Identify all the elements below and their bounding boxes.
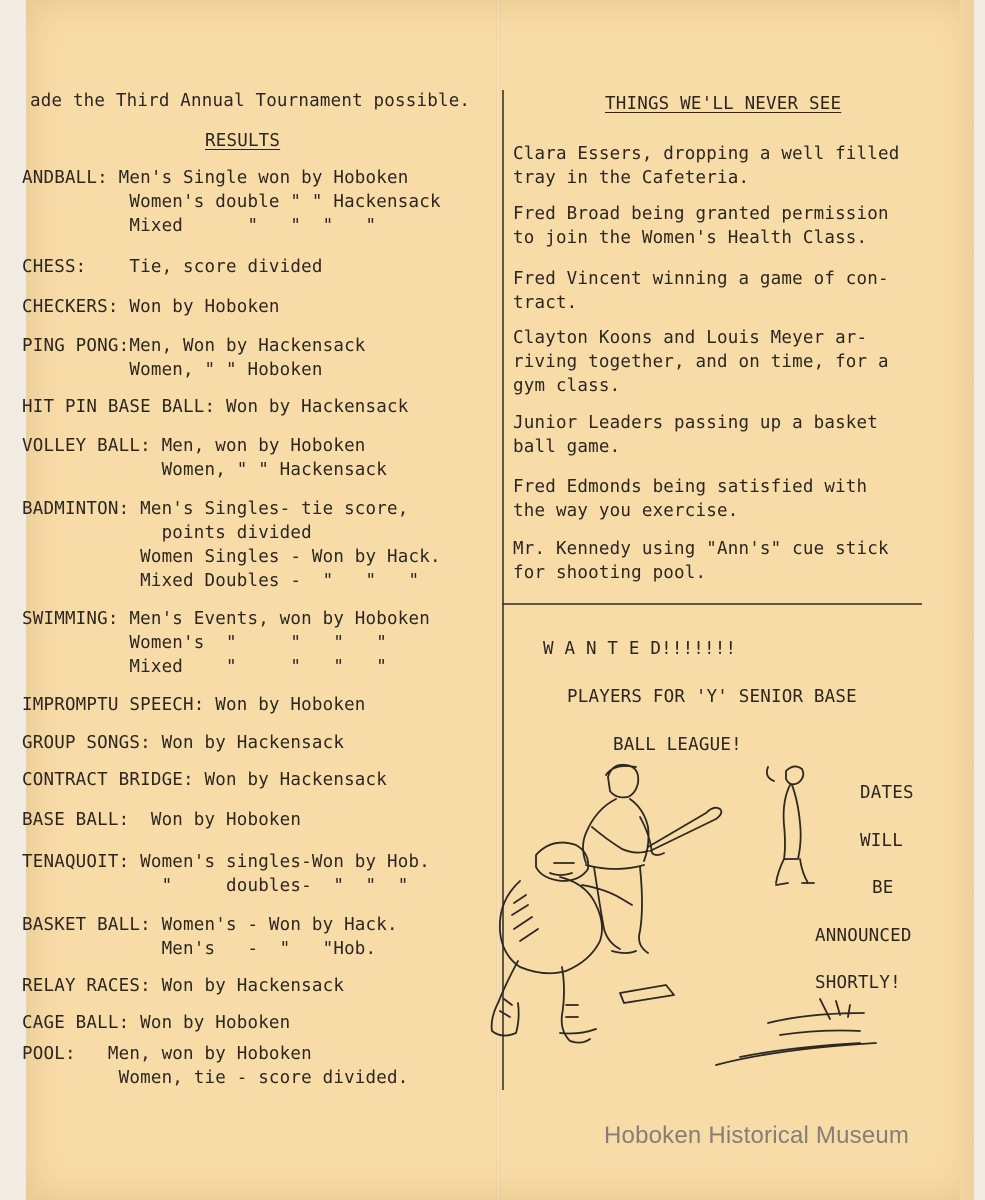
intro-line: ade the Third Annual Tournament possible. — [30, 91, 471, 111]
result-cage-ball: CAGE BALL: Won by Hoboken — [22, 1013, 291, 1033]
dates-word: BE — [872, 878, 894, 898]
result-basket-ball: BASKET BALL: Women's - Won by Hack. Men's - " "Hob. — [22, 915, 398, 959]
museum-watermark: Hoboken Historical Museum — [604, 1122, 910, 1149]
things-never-see-heading: THINGS WE'LL NEVER SEE — [605, 94, 842, 114]
dates-word: DATES — [860, 783, 914, 803]
never-see-item: Clayton Koons and Louis Meyer ar- riving together, and on time, for a gym class. — [513, 328, 889, 396]
result-checkers: CHECKERS: Won by Hoboken — [22, 297, 280, 317]
players-line-2: BALL LEAGUE! — [613, 735, 742, 755]
result-base-ball: BASE BALL: Won by Hoboken — [22, 810, 302, 830]
baseball-bat — [648, 808, 721, 851]
batter-hair — [606, 765, 636, 775]
result-pool: POOL: Men, won by Hoboken Women, tie - score divided. — [22, 1044, 409, 1088]
result-volley-ball: VOLLEY BALL: Men, won by Hoboken Women, " " Hackensack — [22, 436, 388, 480]
never-see-item: Fred Edmonds being satisfied with the way you exercise. — [513, 477, 868, 521]
result-relay-races: RELAY RACES: Won by Hackensack — [22, 976, 345, 996]
home-plate — [620, 985, 674, 1003]
result-handball: ANDBALL: Men's Single won by Hoboken Women's double " " Hackensack Mixed " " " " — [22, 168, 441, 236]
pitcher — [767, 766, 814, 885]
catcher-shinguard — [500, 999, 578, 1017]
result-chess: CHESS: Tie, score divided — [22, 257, 323, 277]
dates-word: ANNOUNCED — [815, 926, 912, 946]
result-impromptu-speech: IMPROMPTU SPEECH: Won by Hoboken — [22, 695, 366, 715]
players-line-1: PLAYERS FOR 'Y' SENIOR BASE — [567, 687, 857, 707]
catcher-hatch — [512, 895, 538, 941]
result-contract-bridge: CONTRACT BRIDGE: Won by Hackensack — [22, 770, 388, 790]
catcher-mask — [536, 843, 588, 881]
catcher-body — [500, 877, 602, 973]
never-see-item: Fred Broad being granted permission to join the Women's Health Class. — [513, 204, 889, 248]
baseball-players-illustration — [480, 755, 920, 1075]
never-see-item: Mr. Kennedy using "Ann's" cue stick for shooting pool. — [513, 539, 889, 583]
dates-word: SHORTLY! — [815, 973, 901, 993]
results-heading: RESULTS — [205, 131, 281, 151]
result-swimming: SWIMMING: Men's Events, won by Hoboken Women's " " " " Mixed " " " " — [22, 609, 430, 677]
never-see-item: Fred Vincent winning a game of con- tract. — [513, 269, 889, 313]
wanted-heading: W A N T E D!!!!!!! — [543, 639, 737, 659]
never-see-item: Clara Essers, dropping a well filled tray in the Cafeteria. — [513, 144, 900, 188]
batter-legs — [594, 867, 648, 953]
result-tenaquoit: TENAQUOIT: Women's singles-Won by Hob. " doubles- " " " — [22, 852, 430, 896]
batter-torso — [583, 799, 649, 869]
result-group-songs: GROUP SONGS: Won by Hackensack — [22, 733, 345, 753]
ground-strokes — [716, 999, 876, 1065]
section-divider — [502, 603, 922, 605]
dates-word: WILL — [860, 831, 903, 851]
paper-edge — [960, 0, 974, 1200]
result-ping-pong: PING PONG:Men, Won by Hackensack Women, " " Hoboken — [22, 336, 366, 380]
never-see-item: Junior Leaders passing up a basket ball game. — [513, 413, 879, 457]
result-badminton: BADMINTON: Men's Singles- tie score, points divided Women Singles - Won by Hack. Mixed Doubles - " " " — [22, 499, 441, 591]
result-hit-pin-base-ball: HIT PIN BASE BALL: Won by Hackensack — [22, 397, 409, 417]
